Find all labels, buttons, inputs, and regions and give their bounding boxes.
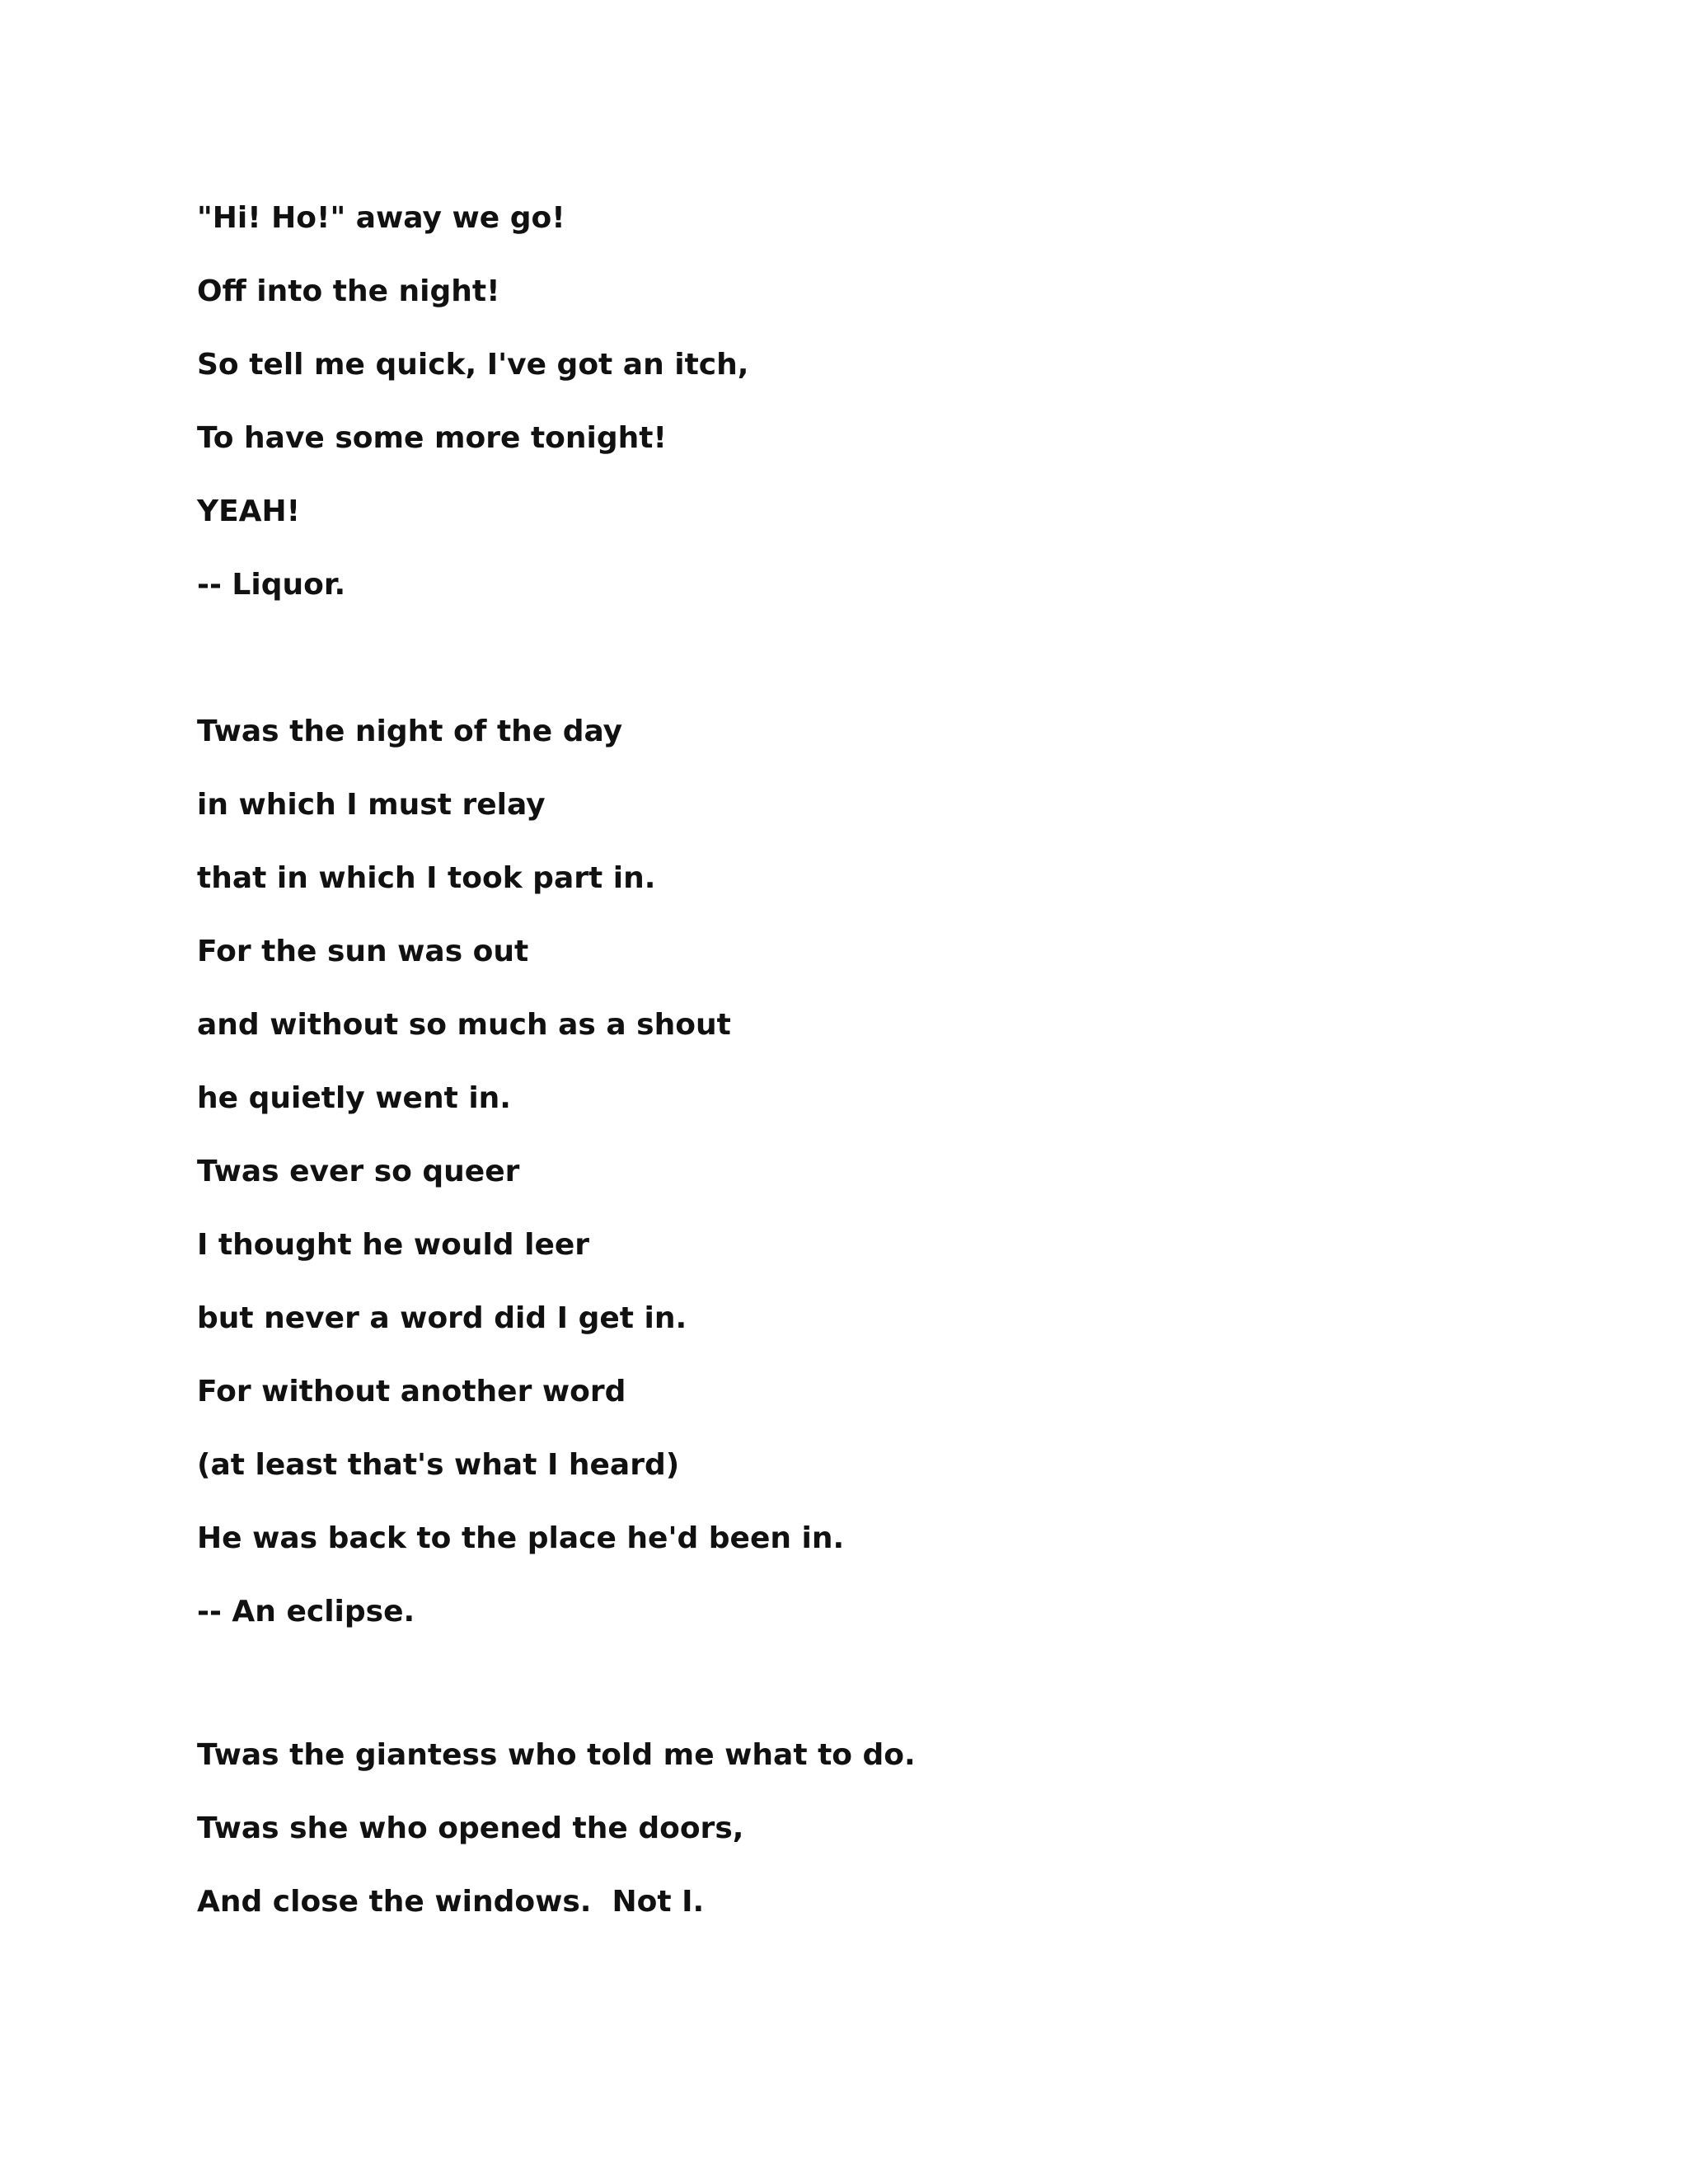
poem-line: I thought he would leer <box>197 1228 590 1262</box>
poem-line: And close the windows. Not I. <box>197 1885 705 1919</box>
poem-line: Twas she who opened the doors, <box>197 1811 744 1845</box>
poem-line: Twas ever so queer <box>197 1155 520 1188</box>
poem-line: YEAH! <box>197 494 301 528</box>
stanza-liquor <box>197 181 1516 621</box>
stanza-eclipse <box>197 695 1516 1648</box>
poem-line: For the sun was out <box>197 935 529 968</box>
poem-line: he quietly went in. <box>197 1081 511 1115</box>
poem-line: He was back to the place he'd been in. <box>197 1521 845 1555</box>
poem-line: Off into the night! <box>197 274 500 308</box>
stanza-giantess <box>197 1718 1516 1938</box>
poem-line: but never a word did I get in. <box>197 1301 687 1335</box>
poem-line: that in which I took part in. <box>197 861 656 895</box>
poem-line: "Hi! Ho!" away we go! <box>197 201 565 235</box>
poem-line: For without another word <box>197 1375 626 1408</box>
poem-line: To have some more tonight! <box>197 421 667 455</box>
poem-answer: -- An eclipse. <box>197 1595 415 1629</box>
poem-line: in which I must relay <box>197 788 546 822</box>
poem-answer: -- Liquor. <box>197 568 346 602</box>
poem-line: Twas the night of the day <box>197 715 623 748</box>
poem-line: and without so much as a shout <box>197 1008 731 1042</box>
poem-line: So tell me quick, I've got an itch, <box>197 348 749 382</box>
poem-line: Twas the giantess who told me what to do. <box>197 1738 916 1772</box>
poem-line: (at least that's what I heard) <box>197 1448 680 1482</box>
